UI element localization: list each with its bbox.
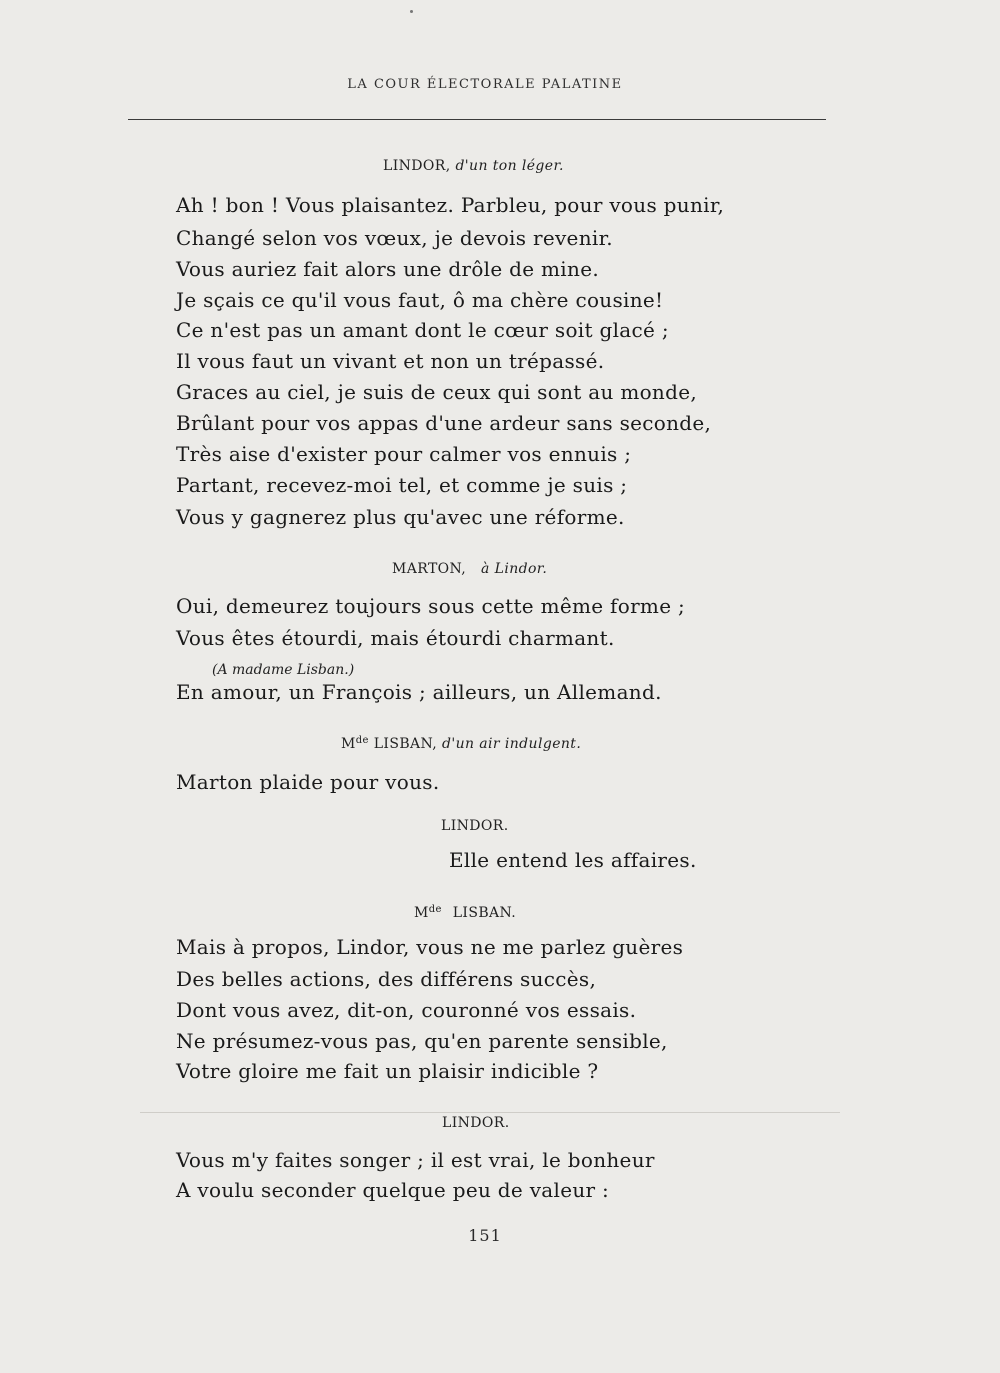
speaker-name: LINDOR, bbox=[383, 158, 451, 174]
page-number: 151 bbox=[468, 1226, 502, 1245]
verse-line: Vous auriez fait alors une drôle de mine. bbox=[176, 257, 599, 281]
stage-direction: d'un ton léger. bbox=[455, 158, 564, 174]
verse-line: Ce n'est pas un amant dont le cœur soit glacé ; bbox=[176, 318, 669, 342]
speaker-marton bbox=[392, 561, 547, 577]
speaker-lindor: LINDOR. bbox=[442, 1115, 510, 1131]
verse-line: Il vous faut un vivant et non un trépassé. bbox=[176, 349, 605, 373]
verse-line: Brûlant pour vos appas d'une ardeur sans seconde, bbox=[176, 411, 712, 435]
verse-line: Oui, demeurez toujours sous cette même forme ; bbox=[176, 594, 686, 618]
header-rule bbox=[128, 119, 826, 120]
verse-line: Vous m'y faites songer ; il est vrai, le bonheur bbox=[176, 1148, 655, 1172]
verse-line: Vous êtes étourdi, mais étourdi charmant. bbox=[176, 626, 615, 650]
verse-line: A voulu seconder quelque peu de valeur : bbox=[176, 1178, 610, 1202]
faint-divider bbox=[140, 1112, 840, 1113]
verse-line: Mais à propos, Lindor, vous ne me parlez guères bbox=[176, 935, 684, 959]
speaker-name: LISBAN. bbox=[452, 905, 517, 921]
verse-line: Votre gloire me fait un plaisir indicible ? bbox=[176, 1059, 599, 1083]
stage-direction-aside: (A madame Lisban.) bbox=[212, 662, 355, 678]
speaker-lisban bbox=[341, 735, 581, 752]
speaker-lindor bbox=[383, 158, 564, 174]
speaker-lisban bbox=[414, 904, 516, 921]
verse-line: Marton plaide pour vous. bbox=[176, 770, 440, 794]
verse-line: Ah ! bon ! Vous plaisantez. Parbleu, pour vous punir, bbox=[176, 193, 725, 217]
verse-line: Vous y gagnerez plus qu'avec une réforme. bbox=[176, 505, 625, 529]
speaker-lindor: LINDOR. bbox=[441, 818, 509, 834]
verse-line: Elle entend les affaires. bbox=[449, 848, 697, 872]
speaker-name: MARTON, bbox=[392, 561, 467, 577]
running-head: LA COUR ÉLECTORALE PALATINE bbox=[347, 77, 623, 92]
verse-line: Dont vous avez, dit-on, couronné vos essais. bbox=[176, 998, 637, 1022]
verse-line: En amour, un François ; ailleurs, un Allemand. bbox=[176, 680, 662, 704]
verse-line: Des belles actions, des différens succès, bbox=[176, 967, 597, 991]
verse-line: Ne présumez-vous pas, qu'en parente sensible, bbox=[176, 1029, 668, 1053]
stage-direction: d'un air indulgent. bbox=[442, 736, 582, 752]
speaker-title-sup: de bbox=[355, 735, 369, 746]
verse-line: Changé selon vos vœux, je devois revenir. bbox=[176, 226, 613, 250]
verse-line: Partant, recevez-moi tel, et comme je suis ; bbox=[176, 473, 628, 497]
stage-direction: à Lindor. bbox=[481, 561, 548, 577]
speaker-name: LISBAN, bbox=[373, 736, 438, 752]
verse-line: Très aise d'exister pour calmer vos ennuis ; bbox=[176, 442, 632, 466]
speaker-title: M bbox=[414, 905, 429, 921]
ink-speck bbox=[410, 10, 413, 13]
speaker-title-sup: de bbox=[428, 904, 442, 915]
verse-line: Graces au ciel, je suis de ceux qui sont au monde, bbox=[176, 380, 697, 404]
verse-line: Je sçais ce qu'il vous faut, ô ma chère cousine! bbox=[176, 288, 664, 312]
speaker-title: M bbox=[341, 736, 356, 752]
